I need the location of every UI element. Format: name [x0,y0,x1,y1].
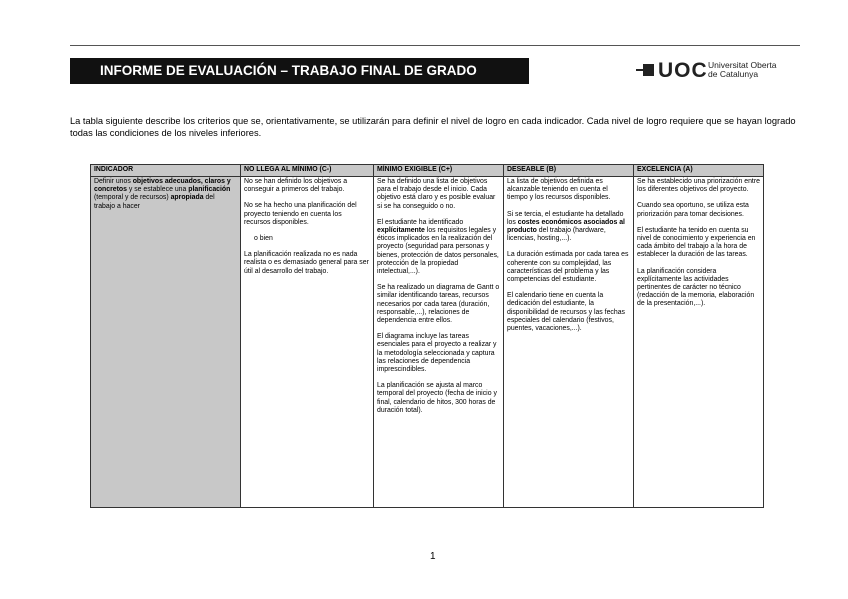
criteria-table [90,164,764,508]
header-minimo: MÍNIMO EXIGIBLE (C+) [374,165,504,177]
no-llega-cell: No se han definido los objetivos a conseguir a primeros del trabajo. No se ha hecho una planificación del proyecto teniendo en cuenta los recursos disponibles. o bien La planificación realizada no es nada realista o es demasiado general para ser útil al desarrollo del trabajo. [241,177,374,508]
excelencia-cell: Se ha establecido una priorización entre los diferentes objetivos del proyecto. Cuando sea oportuno, se utiliza esta priorización para tomar decisiones. El estudiante ha tenido en cuenta su nivel de conocimiento y experiencia en cada ámbito del trabajo a la hora de establecer la duración de las tareas. La planificación considera explícitamente las actividades pertinentes de carácter no técnico (redacción de la memoria, elaboración de la presentación,...). [634,177,764,508]
deseable-cell: La lista de objetivos definida es alcanzable teniendo en cuenta el tiempo y los recursos disponibles. Si se tercia, el estudiante ha detallado los costes económicos asociados al producto del trabajo (hardware, licencias, hosting,...). La duración estimada por cada tarea es coherente con su complejidad, las características del problema y las competencias del estudiante. El calendario tiene en cuenta la dedicación del estudiante, la disponibilidad de recursos y las fechas especiales del calendario (festivos, puentes, vacaciones,...). [504,177,634,508]
indicator-cell: Definir unos objetivos adecuados, claros y concretos y se establece una planificación (temporal y de recursos) apropiada del trabajo a hacer [91,177,241,508]
university-line-2: de Catalunya [708,69,759,79]
table-row [91,177,764,508]
header-excelencia: EXCELENCIA (A) [634,165,764,177]
page-number: 1 [430,551,436,562]
minimo-cell: Se ha definido una lista de objetivos para el trabajo desde el inicio. Cada objetivo está claro y es posible evaluar si se ha conseguido o no. El estudiante ha identificado explícitamente los requisitos legales y éticos implicados en la realización del proyecto (seguridad para personas y bienes, protección de datos personales, protección de la propiedad intelectual,...). Se ha realizado un diagrama de Gantt o similar identificando tareas, recursos necesarios por cada tarea (duración, responsable,...), relaciones de dependencia entre ellos. El diagrama incluye las tareas esenciales para el proyecto a realizar y la metodología seleccionada y captura las relaciones de dependencia imprescindibles. La planificación se ajusta al marco temporal del proyecto (fecha de inicio y final, calendario de hitos, 300 horas de duración total). [374,177,504,508]
table-header-row [91,165,764,177]
header-no-llega: NO LLEGA AL MÍNIMO (C-) [241,165,374,177]
uoc-logo-icon [636,64,654,76]
logo-text: UOC [658,59,708,82]
university-name [708,61,777,79]
intro-paragraph: La tabla siguiente describe los criterios que se, orientativamente, se utilizarán para definir el nivel de logro en cada indicador. Cada nivel de logro requiere que se hayan logrado todas las condiciones de los niveles inferiores. [70,116,796,138]
report-title: INFORME DE EVALUACIÓN – TRABAJO FINAL DE GRADO [70,58,529,84]
header-indicador: INDICADOR [91,165,241,177]
header-deseable: DESEABLE (B) [504,165,634,177]
uoc-logo [636,58,801,84]
top-rule [70,45,800,46]
university-line-1: Universitat Oberta [708,60,777,70]
